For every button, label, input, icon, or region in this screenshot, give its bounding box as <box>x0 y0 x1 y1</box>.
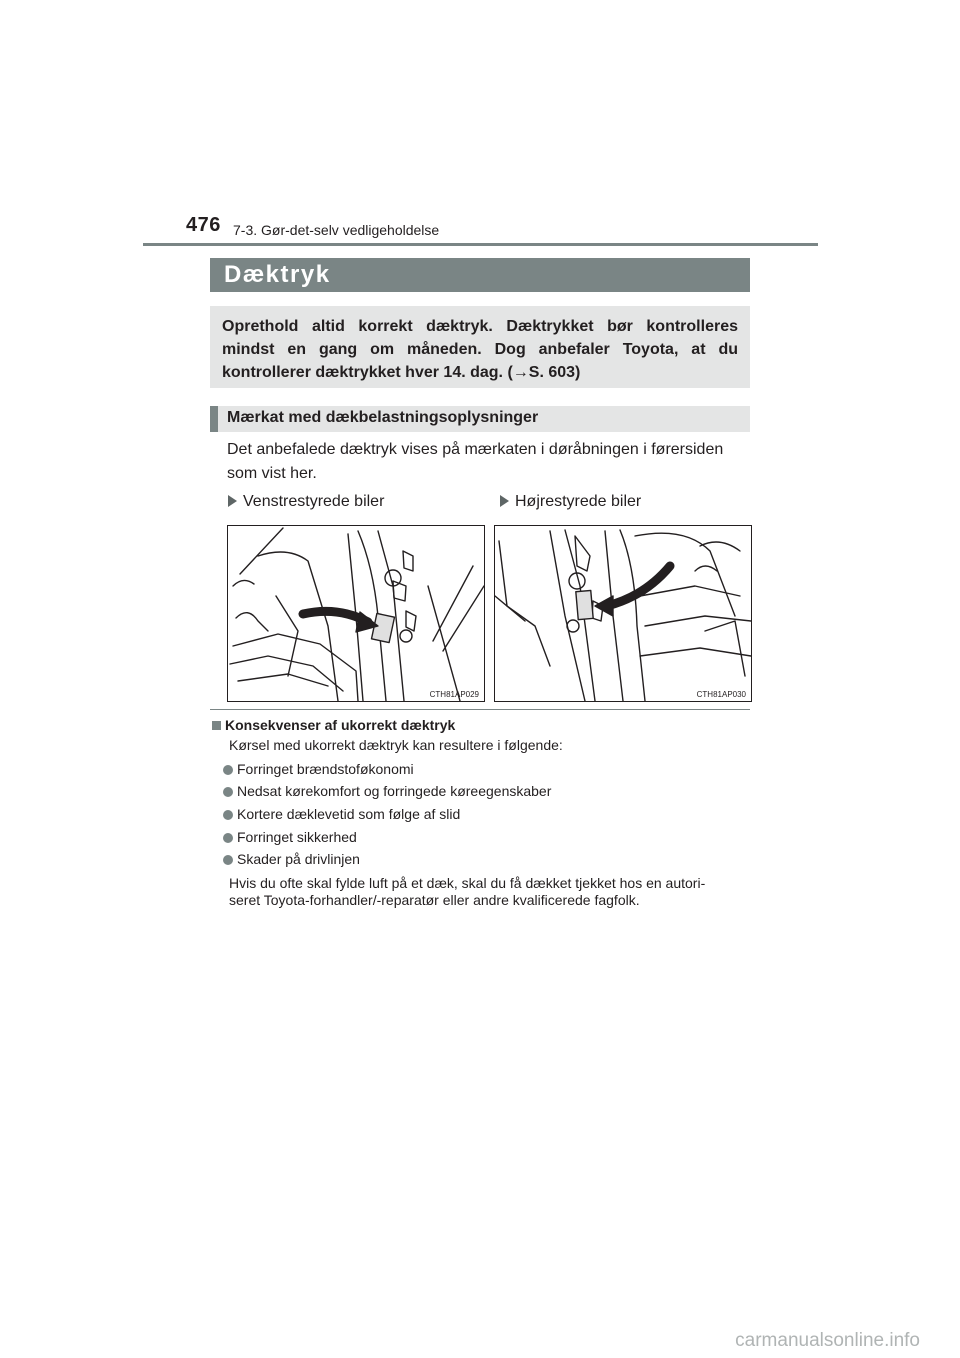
figure-lhd <box>227 525 485 702</box>
watermark-text: carmanualsonline.info <box>735 1330 920 1351</box>
label-section-heading: Mærkat med dækbelastningsoplysninger <box>210 406 750 432</box>
page-number: 476 <box>186 214 221 236</box>
label-description <box>227 438 752 486</box>
header-rule <box>143 243 818 246</box>
square-bullet-icon <box>212 721 221 730</box>
triangle-icon <box>228 495 237 507</box>
triangle-icon <box>500 495 509 507</box>
bullet-icon <box>223 765 233 775</box>
caption-text: Venstrestyrede biler <box>243 493 385 510</box>
caption-rhd <box>500 493 641 511</box>
list-item-text: Skader på drivlinjen <box>237 851 360 867</box>
list-item <box>223 806 460 822</box>
watermark <box>0 1330 960 1352</box>
consequences-note <box>229 875 705 909</box>
intro-box <box>210 306 750 388</box>
desc-line: Det anbefalede dæktryk vises på mærkaten i døråbningen i førersiden <box>227 441 724 458</box>
intro-line: kontrollerer dæktrykket hver 14. dag. (→S. 603) <box>222 364 581 381</box>
desc-line: som vist her. <box>227 465 317 482</box>
consequences-heading <box>212 717 455 733</box>
consequences-lead: Kørsel med ukorrekt dæktryk kan resultere i følgende: <box>229 737 563 753</box>
caption-text: Højrestyrede biler <box>515 493 642 510</box>
heading-text: Konsekvenser af ukorrekt dæktryk <box>225 717 456 733</box>
list-item-text: Forringet sikkerhed <box>237 829 357 845</box>
bullet-icon <box>223 855 233 865</box>
door-pillar-illustration <box>495 526 751 701</box>
figure-code: CTH81AP029 <box>429 690 479 699</box>
caption-lhd <box>228 493 384 511</box>
bullet-icon <box>223 787 233 797</box>
figure-rhd <box>494 525 752 702</box>
chapter-title: 7-3. Gør-det-selv vedligeholdelse <box>233 222 440 238</box>
list-item <box>223 829 357 845</box>
note-line: Hvis du ofte skal fylde luft på et dæk, skal du få dækket tjekket hos en autori- <box>229 875 706 891</box>
list-item-text: Kortere dæklevetid som følge af slid <box>237 806 461 822</box>
list-item-text: Forringet brændstoføkonomi <box>237 761 414 777</box>
list-item <box>223 851 360 867</box>
bullet-icon <box>223 810 233 820</box>
bullet-icon <box>223 833 233 843</box>
list-item-text: Nedsat kørekomfort og forringede køreegenskaber <box>237 783 552 799</box>
intro-line: Oprethold altid korrekt dæktryk. Dæktrykket bør kontrolleres <box>222 318 738 335</box>
intro-line: mindst en gang om måneden. Dog anbefaler Toyota, at du <box>222 341 738 358</box>
figure-code: CTH81AP030 <box>696 690 746 699</box>
list-item <box>223 783 551 799</box>
door-pillar-illustration <box>228 526 484 701</box>
section-rule <box>210 709 750 710</box>
note-line: seret Toyota-forhandler/-reparatør eller andre kvalificerede fagfolk. <box>229 892 640 908</box>
section-title: Dæktryk <box>210 258 750 292</box>
list-item <box>223 761 414 777</box>
